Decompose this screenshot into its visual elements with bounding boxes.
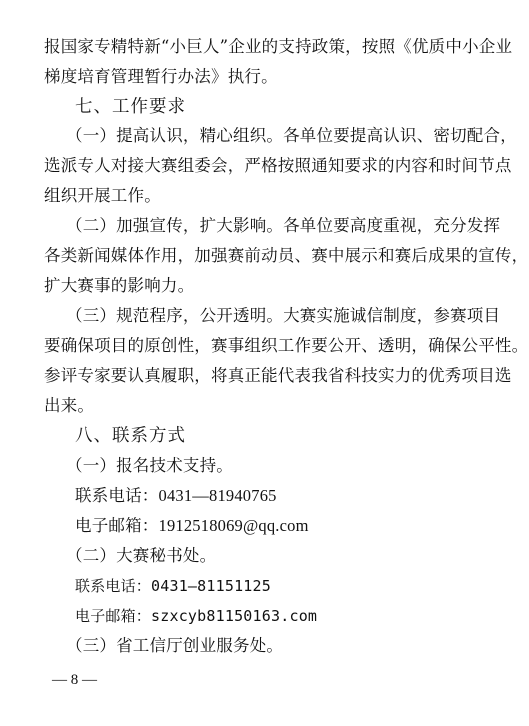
body-line-11: 要确保项目的原创性，赛事组织工作要公开、透明，确保公平性。 [44, 336, 529, 355]
body-line-6: 组织开展工作。 [44, 186, 161, 205]
body-line-7: （二）加强宣传，扩大影响。各单位要高度重视，充分发挥 [66, 216, 501, 235]
contact-email-1: 电子邮箱：1912518069@qq.com [75, 516, 309, 535]
body-line-9: 扩大赛事的影响力。 [44, 276, 195, 295]
contact-email-2: 电子邮箱：szxcyb81150163.com [75, 607, 318, 625]
contact-group-2: （二）大赛秘书处。 [66, 546, 217, 565]
body-line-1: 报国家专精特新“小巨人”企业的支持政策，按照《优质中小企业 [44, 37, 513, 56]
contact-group-1: （一）报名技术支持。 [66, 456, 233, 475]
page-number: — 8 — [52, 672, 97, 688]
contact-phone-1: 联系电话：0431—81940765 [75, 486, 277, 505]
body-line-13: 出来。 [44, 396, 95, 415]
section-heading-7: 七、工作要求 [75, 97, 186, 117]
body-line-12: 参评专家要认真履职，将真正能代表我省科技实力的优秀项目选 [44, 366, 512, 385]
contact-phone-2: 联系电话：0431—81151125 [75, 577, 272, 595]
body-line-5: 选派专人对接大赛组委会，严格按照通知要求的内容和时间节点 [44, 156, 512, 175]
section-heading-8: 八、联系方式 [75, 426, 186, 446]
body-line-10: （三）规范程序，公开透明。大赛实施诚信制度，参赛项目 [66, 306, 501, 325]
body-line-4: （一）提高认识，精心组织。各单位要提高认识、密切配合， [66, 126, 517, 145]
body-line-2: 梯度培育管理暂行办法》执行。 [44, 67, 278, 86]
body-line-8: 各类新闻媒体作用，加强赛前动员、赛中展示和赛后成果的宣传， [44, 246, 529, 265]
contact-group-3: （三）省工信厅创业服务处。 [66, 636, 284, 655]
